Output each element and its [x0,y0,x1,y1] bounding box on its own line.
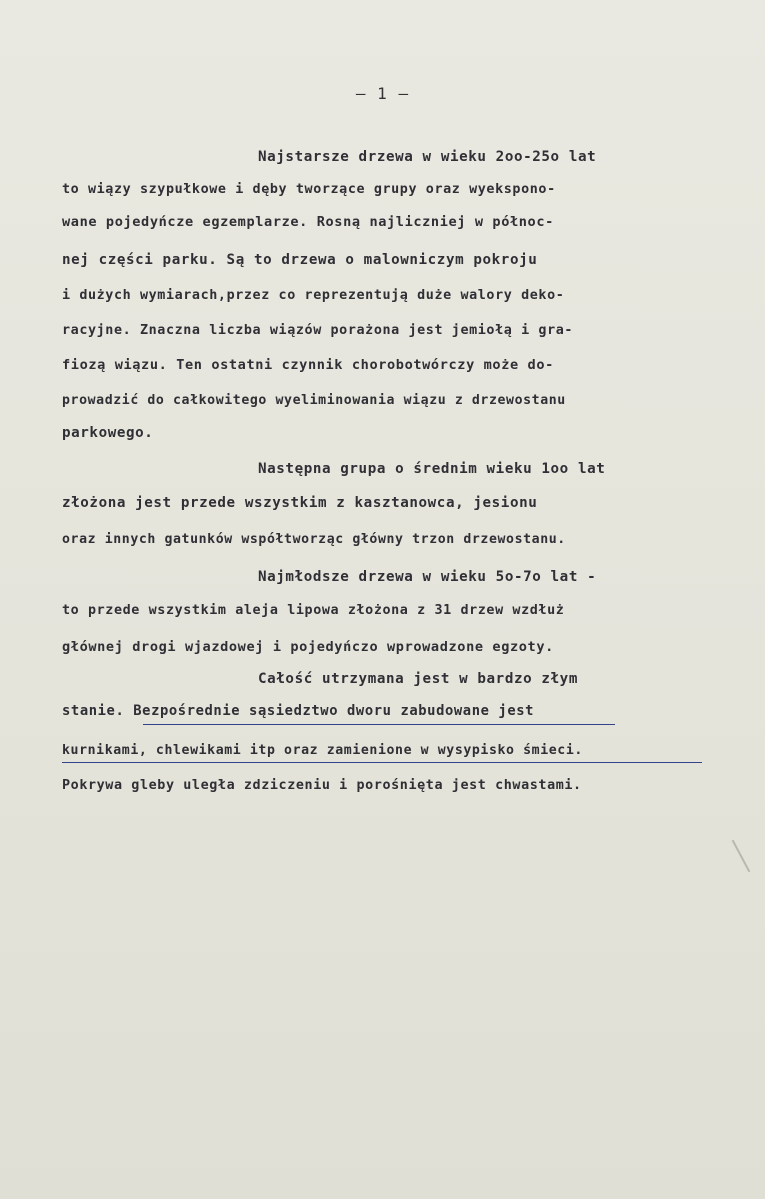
text-line: i dużych wymiarach,przez co reprezentują duże walory deko- [62,288,565,303]
text-line: wane pojedyńcze egzemplarze. Rosną najliczniej w północ- [62,214,554,230]
text-line: parkowego. [62,425,154,441]
text-line: Całość utrzymana jest w bardzo złym [258,671,578,687]
text-line: Pokrywa gleby uległa zdziczeniu i porośnięta jest chwastami. [62,778,582,793]
text-line: to przede wszystkim aleja lipowa złożona z 31 drzew wzdłuż [62,603,565,618]
handwritten-underline [143,724,615,725]
text-line: Następna grupa o średnim wieku 1oo lat [258,461,606,477]
text-line: stanie. Bezpośrednie sąsiedztwo dworu zabudowane jest [62,703,535,719]
text-line: nej części parku. Są to drzewa o malowniczym pokroju [62,252,538,268]
text-line: kurnikami, chlewikami itp oraz zamienione w wysypisko śmieci. [62,743,583,758]
handwritten-underline [62,762,702,763]
text-line: głównej drogi wjazdowej i pojedyńczo wprowadzone egzoty. [62,639,554,655]
text-line: oraz innych gatunków współtworząc główny trzon drzewostanu. [62,532,566,547]
text-line: fiozą wiązu. Ten ostatni czynnik chorobotwórczy może do- [62,357,554,373]
text-line: to wiązy szypułkowe i dęby tworzące grupy oraz wyekspono- [62,182,556,197]
text-line: prowadzić do całkowitego wyeliminowania wiązu z drzewostanu [62,393,566,408]
paper-mark [732,840,751,873]
text-line: racyjne. Znaczna liczba wiązów porażona jest jemiołą i gra- [62,323,574,338]
text-line: Najstarsze drzewa w wieku 2oo-25o lat [258,149,597,165]
text-line: Najmłodsze drzewa w wieku 5o-7o lat - [258,569,597,585]
page-number: — 1 — [355,84,410,103]
text-line: złożona jest przede wszystkim z kasztanowca, jesionu [62,495,538,511]
